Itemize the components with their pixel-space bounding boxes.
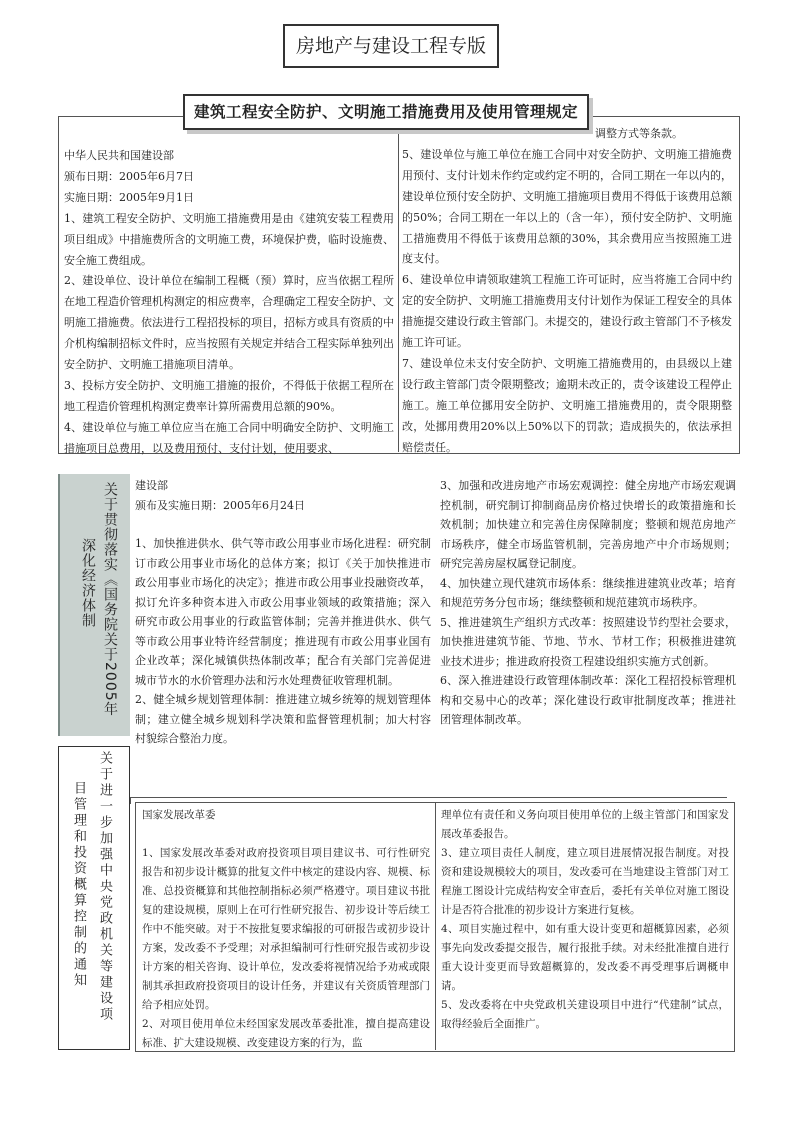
article3-right-column: [441, 806, 729, 1034]
issuer: 中华人民共和国建设部: [64, 149, 174, 162]
paragraph: 2、建设单位、设计单位在编制工程概（预）算时，应当依据工程所在地工程造价管理机构测定的相应费率，合理确定工程安全防护、文明施工措施费。依法进行工程招投标的项目，招标方或具有资质的中介机构编制招标文件时，应当按照有关规定并结合工程实际单独列出安全防护、文明施工措施项目清单。: [64, 274, 394, 372]
column-divider: [435, 802, 436, 1050]
paragraph: 2、对项目使用单位未经国家发展改革委批准，擅自提高建设标准、扩大建设规模、改变建设方案的行为，监: [142, 1018, 430, 1049]
article1-left-column: [64, 146, 394, 460]
issuer: 国家发展改革委: [142, 809, 216, 821]
paragraph: 5、推进建筑生产组织方式改革：按照建设节约型社会要求，加快推进建筑节能、节地、节水、节材工作；积极推进建筑业技术进步；推进政府投资工程建设组织实施方式创新。: [440, 615, 736, 668]
side-title-line: 关于贯彻落实《国务院关于2005年: [102, 482, 118, 717]
paragraph: 5、建设单位与施工单位在施工合同中对安全防护、文明施工措施费用预付、支付计划未作约定或约定不明的，合同工期在一年以内的，建设单位预付安全防护、文明施工措施项目费用不得低于该费用总额的50%；合同工期在一年以上的（含一年），预付安全防护、文明施工措施费用不得低于该费用总额的30%，其余费用应当按照施工进度支付。: [402, 147, 732, 266]
article2-left-column: [135, 476, 431, 749]
paragraph: 4、建设单位与施工单位应当在施工合同中明确安全防护、文明施工措施项目总费用，以及费用预付、支付计划，使用要求、: [64, 420, 394, 455]
issue-date: 颁布及实施日期：2005年6月24日: [135, 498, 305, 512]
paragraph: 理单位有责任和义务向项目使用单位的上级主管部门和国家发展改革委报告。: [441, 809, 729, 840]
issuer: 建设部: [135, 479, 168, 492]
paragraph: 7、建设单位未支付安全防护、文明施工措施费用的，由县级以上建设行政主管部门责令限期整改；逾期未改正的，责令该建设工程停止施工。施工单位挪用安全防护、文明施工措施费用的，责令限期整改，处挪用费用20%以上50%以下的罚款；造成损失的，依法承担赔偿责任。: [402, 356, 732, 454]
article2-right-column: [440, 476, 736, 730]
paragraph: 1、国家发展改革委对政府投资项目项目建议书、可行性研究报告和初步设计概算的批复文件中核定的建设内容、规模、标准、总投资概算和其他控制指标必须严格遵守。项目建议书批复的建设规模，原则上在可行性研究报告、初步设计等后续工作中不能突破。对于不按批复要求编报的可研报告或初步设计方案，发改委不予受理；对承担编制可行性研究报告或初步设计方案的相关咨询、设计单位，发改委将视情况给予劝戒或限制其承担政府投资项目的设计任务，并建议有关资质管理部门给予相应处罚。: [142, 847, 430, 1011]
spacer: [142, 825, 430, 844]
side-title-line: 深化经济体制: [80, 538, 96, 628]
side-title-line: 目管理和投资概算控制的通知: [71, 781, 86, 989]
paragraph: 4、加快建立现代建筑市场体系：继续推进建筑业改革；培育和规范劳务分包市场；继续整顿和规范建筑市场秩序。: [440, 576, 736, 609]
page-title: 房地产与建设工程专版: [283, 24, 499, 68]
side-title-line: 关于进一步加强中央党政机关等建设项: [97, 751, 112, 1023]
spacer: [135, 515, 431, 534]
article2-side-title: [58, 474, 130, 736]
paragraph: 3、投标方安全防护、文明施工措施的报价，不得低于依据工程所在地工程造价管理机构测定费率计算所需费用总额的90%。: [64, 378, 394, 413]
paragraph: 调整方式等条款。: [595, 127, 683, 140]
paragraph: 1、加快推进供水、供气等市政公用事业市场化进程：研究制订市政公用事业市场化的总体方案；拟订《关于加快推进市政公用事业市场化的决定》；推进市政公用事业投融资改革，拟订允许多种资本进入市政公用事业领域的政策措施；深入研究市政公用事业的行政监管体制；完善并推进供水、供气等市政公用事业特许经营制度；推进现有市政公用事业国有企业改革；深化城镇供热体制改革；配合有关部门完善促进城市节水的水价管理办法和污水处理费征收管理机制。: [135, 537, 431, 687]
paragraph: 6、建设单位申请领取建筑工程施工许可证时，应当将施工合同中约定的安全防护、文明施工措施费用支付计划作为保证工程安全的具体措施提交建设行政主管部门。未提交的，建设行政主管部门不予核发施工许可证。: [402, 273, 732, 350]
paragraph: 4、项目实施过程中，如有重大设计变更和超概算因素，必须事先向发改委提交报告，履行报批手续。对未经批准擅自进行重大设计变更而导致超概算的，发改委不再受理事后调概申请。: [441, 923, 729, 992]
article3-side-title: [58, 746, 130, 1050]
issue-date: 颁布日期：2005年6月7日: [64, 169, 194, 183]
paragraph: 3、加强和改进房地产市场宏观调控：健全房地产市场宏观调控机制，研究制订抑制商品房价格过快增长的政策措施和长效机制；加快建立和完善住房保障制度；整顿和规范房地产市场秩序，健全市场监管机制，完善房地产中介市场规则；研究完善房屋权属登记制度。: [440, 479, 736, 570]
article3-left-column: [142, 806, 430, 1053]
paragraph: 2、健全城乡规划管理体制：推进建立城乡统筹的规划管理体制；建立健全城乡规划科学决策和监督管理机制；加大村容村貌综合整治力度。: [135, 693, 431, 745]
column-divider: [398, 128, 399, 452]
article1-right-column: [402, 124, 732, 459]
effective-date: 实施日期：2005年9月1日: [64, 190, 194, 204]
paragraph: 6、深入推进建设行政管理体制改革：深化工程招投标管理机构和交易中心的改革；深化建设行政审批制度改革；推进社团管理体制改革。: [440, 674, 736, 726]
article-title: 建筑工程安全防护、文明施工措施费用及使用管理规定: [183, 94, 589, 130]
paragraph: 1、建筑工程安全防护、文明施工措施费用是由《建筑安装工程费用项目组成》中措施费所含的文明施工费，环境保护费，临时设施费、安全施工费组成。: [64, 211, 394, 267]
paragraph: 3、建立项目责任人制度，建立项目进展情况报告制度。对投资和建设规模较大的项目，发改委可在当地建设主管部门对工程施工图设计完成结构安全审查后，委托有关单位对施工图设计是否符合批准的初步设计方案进行复核。: [441, 847, 729, 916]
paragraph: 5、发改委将在中央党政机关建设项目中进行“代建制”试点，取得经验后全面推广。: [441, 999, 729, 1030]
